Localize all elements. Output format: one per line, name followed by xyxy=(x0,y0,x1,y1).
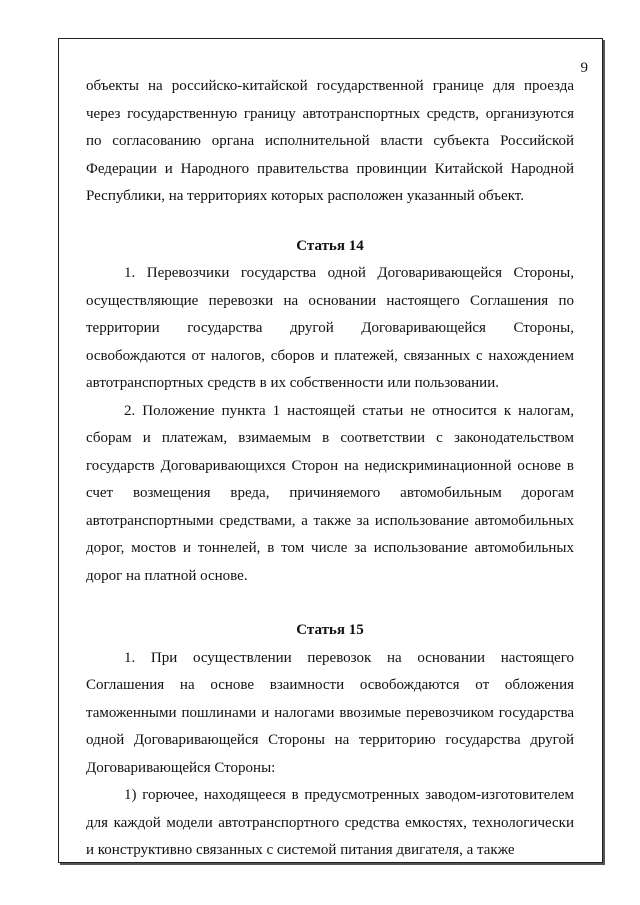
document-body xyxy=(86,73,574,865)
article-15-paragraph-1: 1. При осуществлении перевозок на основании настоящего Соглашения на основе взаимности освобождаются от обложения таможенными пошлинами и налогами ввозимые перевозчиком государства одной Договаривающейся Стороны на территорию государства другой Договаривающейся Стороны: xyxy=(86,649,574,776)
page-number: 9 xyxy=(580,60,588,76)
article-14-paragraph-2: 2. Положение пункта 1 настоящей статьи не относится к налогам, сборам и платежам, взимаемым в соответствии с законодательством государств Договаривающихся Сторон на недискриминационной основе в счет возмещения вреда, причиняемого автомобильным дорогам автотранспортными средствами, а также за использование автомобильных дорог, мостов и тоннелей, в том числе за использование автомобильных дорог на платной основе. xyxy=(86,402,574,584)
article-15-paragraph-2: 1) горючее, находящееся в предусмотренных заводом-изготовителем для каждой модели автотранспортного средства емкостях, технологически и конструктивно связанных с системой питания двигателя, а также xyxy=(86,787,574,858)
article-15-heading: Статья 15 xyxy=(296,622,364,638)
article-14-paragraph-1: 1. Перевозчики государства одной Договаривающейся Стороны, осуществляющие перевозки на основании настоящего Соглашения по территории государства другой Договаривающейся Стороны, освобождаются от налогов, сборов и платежей, связанных с нахождением автотранспортных средств в их собственности или пользовании. xyxy=(86,265,574,391)
intro-paragraph: объекты на российско-китайской государственной границе для проезда через государственную границу автотранспортных средств, организуются по согласованию органа исполнительной власти субъекта Российской Федерации и Народного правительства провинции Китайской Народной Республики, на территориях которых расположен указанный объект. xyxy=(86,78,574,204)
article-14-heading: Статья 14 xyxy=(296,237,364,254)
